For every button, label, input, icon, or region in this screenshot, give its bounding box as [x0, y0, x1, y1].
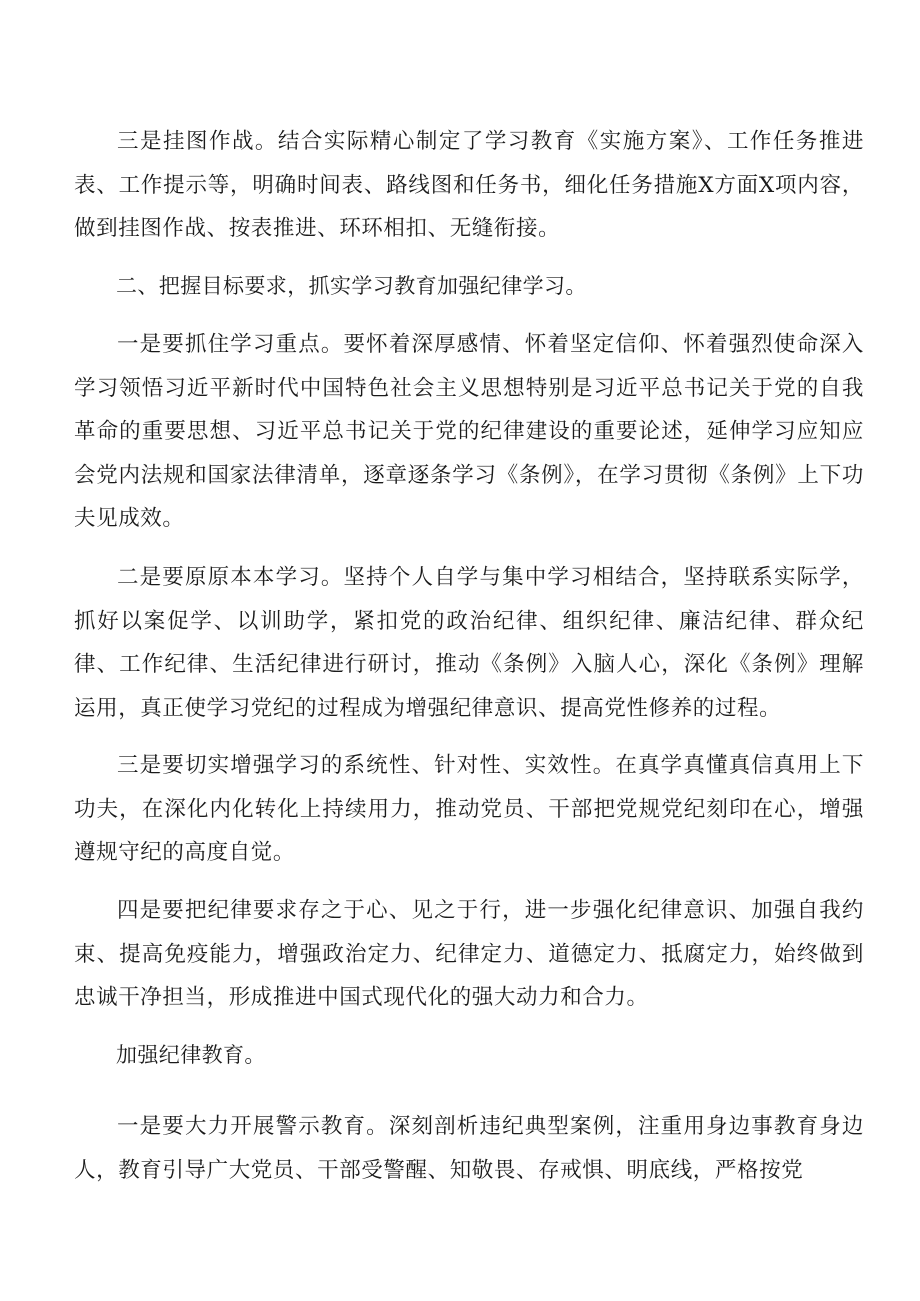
paragraph-discipline-requirements: 四是要把纪律要求存之于心、见之于行，进一步强化纪律意识、加强自我约束、提高免疫能力，增强政治定力、纪律定力、道德定力、抵腐定力，始终做到忠诚干净担当，形成推进中国式现代化的强大动力和合力。	[74, 898, 864, 1010]
paragraph-original-study: 二是要原原本本学习。坚持个人自学与集中学习相结合，坚持联系实际学，抓好以案促学、以训助学，紧扣党的政治纪律、组织纪律、廉洁纪律、群众纪律、工作纪律、生活纪律进行研讨，推动《条例》入脑人心，深化《条例》理解运用，真正使学习党纪的过程成为增强纪律意识、提高党性修养的过程。	[74, 565, 864, 721]
paragraph-systematic-study: 三是要切实增强学习的系统性、针对性、实效性。在真学真懂真信真用上下功夫，在深化内化转化上持续用力，推动党员、干部把党规党纪刻印在心，增强遵规守纪的高度自觉。	[74, 753, 864, 865]
section-heading-discipline-education: 加强纪律教育。	[116, 1043, 266, 1067]
paragraph-study-focus: 一是要抓住学习重点。要怀着深厚感情、怀着坚定信仰、怀着强烈使命深入学习领悟习近平新时代中国特色社会主义思想特别是习近平总书记关于党的自我革命的重要思想、习近平总书记关于党的纪律建设的重要论述，延伸学习应知应会党内法规和国家法律清单，逐章逐条学习《条例》，在学习贯彻《条例》上下功夫见成效。	[74, 332, 864, 531]
paragraph-hang-chart-work: 三是挂图作战。结合实际精心制定了学习教育《实施方案》、工作任务推进表、工作提示等，明确时间表、路线图和任务书，细化任务措施X方面X项内容，做到挂图作战、按表推进、环环相扣、无缝衔接。	[74, 129, 864, 241]
paragraph-warning-education: 一是要大力开展警示教育。深刻剖析违纪典型案例，注重用身边事教育身边人，教育引导广大党员、干部受警醒、知敬畏、存戒惧、明底线，严格按党	[74, 1114, 864, 1183]
section-heading-goals: 二、把握目标要求，抓实学习教育加强纪律学习。	[116, 274, 587, 298]
